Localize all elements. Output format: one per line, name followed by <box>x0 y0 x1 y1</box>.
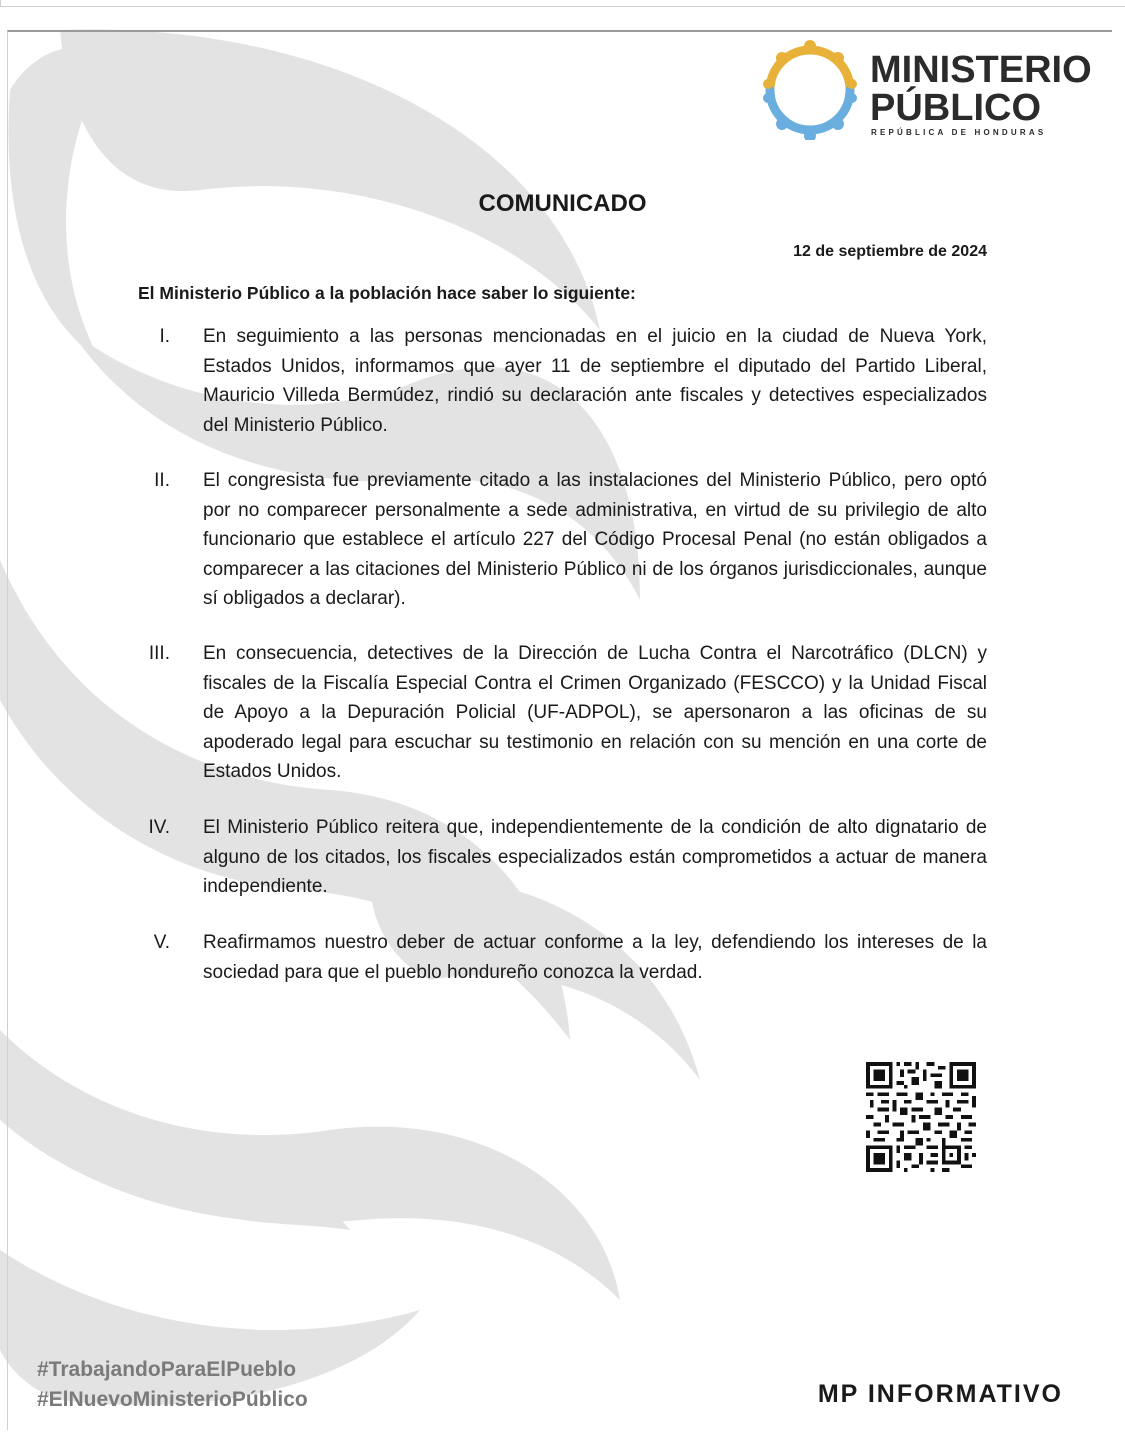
logo-emblem-icon <box>760 40 860 140</box>
list-item-number: II. <box>154 470 170 491</box>
document-title: COMUNICADO <box>478 190 647 217</box>
list-item-number: IV. <box>148 817 170 838</box>
list-item-number: I. <box>159 326 170 347</box>
list-item-number: III. <box>148 643 170 664</box>
intro-statement: El Ministerio Público a la población hace saber lo siguiente: <box>138 283 636 303</box>
list-item-text: El congresista fue previamente citado a las instalaciones del Ministerio Público, pero optó por no comparecer personalmente a sede administrativa, en virtud de su privilegio de alto funcionario que establece el artículo 227 del Código Procesal Penal (no están obligados a comparecer a las citaciones del Ministerio Público ni de los órganos jurisdiccionales, aunque sí obligados a declarar). <box>203 470 987 609</box>
list-item-text: En consecuencia, detectives de la Dirección de Lucha Contra el Narcotráfico (DLCN) y fiscales de la Fiscalía Especial Contra el Crimen Organizado (FESCCO) y la Unidad Fiscal de Apoyo a la Depuración Policial (UF-ADPOL), se apersonaron a las oficinas de su apoderado legal para escuchar su testimonio en relación con su mención en una corte de Estados Unidos. <box>203 643 987 782</box>
logo-text-republica: REPÚBLICA DE HONDURAS <box>871 128 1047 137</box>
list-item-text: El Ministerio Público reitera que, independientemente de la condición de alto dignatario de alguno de los citados, los fiscales especializados están comprometidos a actuar de manera independiente. <box>203 817 987 897</box>
mp-informativo-label: MP INFORMATIVO <box>817 1380 1063 1408</box>
hashtag-trabajando: #TrabajandoParaElPueblo <box>37 1358 297 1381</box>
list-item-text: En seguimiento a las personas mencionadas en el juicio en la ciudad de Nueva York, Estados Unidos, informamos que ayer 11 de septiembre el diputado del Partido Liberal, Mauricio Villeda Bermúdez, rindió su declaración ante fiscales y detectives especializados del Ministerio Público. <box>203 326 987 436</box>
ministerio-publico-logo <box>760 40 1092 140</box>
list-item-text: Reafirmamos nuestro deber de actuar conforme a la ley, defendiendo los intereses de la sociedad para que el pueblo hondureño conozca la verdad. <box>203 932 987 983</box>
logo-text-publico: PÚBLICO <box>870 87 1041 129</box>
logo-text-ministerio: MINISTERIO <box>870 49 1092 91</box>
footer-hashtags <box>37 1355 308 1415</box>
document-date: 12 de septiembre de 2024 <box>793 243 987 260</box>
hashtag-nuevo-ministerio: #ElNuevoMinisterioPúblico <box>37 1388 308 1411</box>
qr-code[interactable] <box>866 1062 976 1172</box>
list-item-number: V. <box>153 932 170 953</box>
